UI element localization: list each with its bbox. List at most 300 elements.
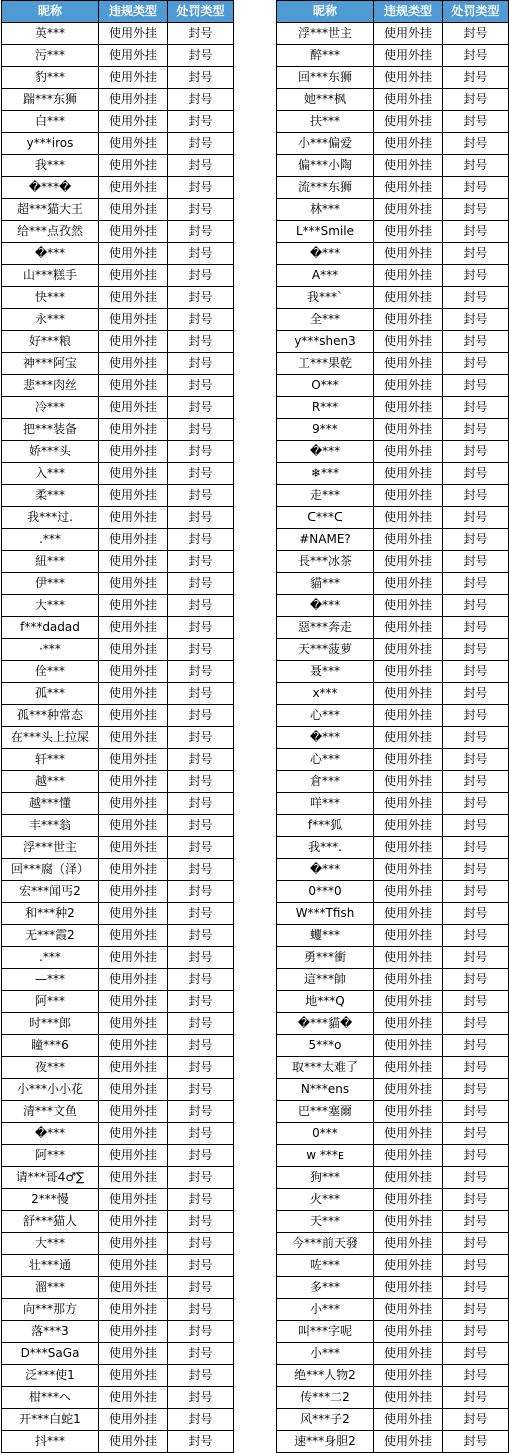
nickname-cell: 今***前天發: [277, 1233, 374, 1255]
violation-type-cell: 使用外挂: [99, 705, 168, 727]
table-row: [277, 441, 509, 463]
nickname-cell: 這***帥: [277, 969, 374, 991]
nickname-cell: 向***那方: [2, 1299, 99, 1321]
table-row: [2, 837, 234, 859]
violation-type-cell: 使用外挂: [99, 903, 168, 925]
penalty-type-cell: 封号: [443, 287, 509, 309]
penalty-type-cell: 封号: [168, 1233, 234, 1255]
table-row: [2, 793, 234, 815]
violation-type-cell: 使用外挂: [374, 617, 443, 639]
nickname-cell: 伊***: [2, 573, 99, 595]
penalty-type-cell: 封号: [443, 1079, 509, 1101]
violation-type-cell: 使用外挂: [99, 177, 168, 199]
table-row: [277, 815, 509, 837]
penalty-type-cell: 封号: [168, 1409, 234, 1431]
penalty-type-cell: 封号: [168, 1387, 234, 1409]
nickname-cell: 心***: [277, 749, 374, 771]
violation-type-cell: 使用外挂: [99, 221, 168, 243]
nickname-cell: 柑***へ: [2, 1387, 99, 1409]
penalty-type-cell: 封号: [443, 661, 509, 683]
table-row: [2, 331, 234, 353]
nickname-cell: .***: [2, 529, 99, 551]
violation-type-cell: 使用外挂: [374, 441, 443, 463]
nickname-cell: 2***慢: [2, 1189, 99, 1211]
table-row: [277, 111, 509, 133]
penalty-type-cell: 封号: [168, 859, 234, 881]
penalty-type-cell: 封号: [443, 45, 509, 67]
penalty-type-cell: 封号: [443, 419, 509, 441]
table-row: [2, 1013, 234, 1035]
penalty-type-cell: 封号: [443, 331, 509, 353]
nickname-cell: 0***: [277, 1123, 374, 1145]
violation-type-cell: 使用外挂: [374, 991, 443, 1013]
penalty-type-cell: 封号: [168, 89, 234, 111]
table-row: [277, 1387, 509, 1409]
table-row: [277, 485, 509, 507]
penalty-type-cell: 封号: [443, 133, 509, 155]
penalty-type-cell: 封号: [443, 353, 509, 375]
violation-type-cell: 使用外挂: [374, 1189, 443, 1211]
violation-type-cell: 使用外挂: [99, 353, 168, 375]
penalty-type-cell: 封号: [443, 1123, 509, 1145]
violation-type-cell: 使用外挂: [99, 1431, 168, 1453]
header-violation-type: 违规类型: [374, 1, 443, 23]
table-row: [2, 67, 234, 89]
table-row: [277, 947, 509, 969]
nickname-cell: 抖***: [2, 1431, 99, 1453]
violation-type-cell: 使用外挂: [374, 771, 443, 793]
table-row: [277, 89, 509, 111]
penalty-type-cell: 封号: [443, 265, 509, 287]
table-row: [2, 199, 234, 221]
penalty-type-cell: 封号: [443, 485, 509, 507]
table-row: [2, 177, 234, 199]
table-row: [277, 903, 509, 925]
violation-type-cell: 使用外挂: [374, 969, 443, 991]
nickname-cell: �***: [277, 859, 374, 881]
nickname-cell: 我***.: [277, 837, 374, 859]
penalty-type-cell: 封号: [443, 881, 509, 903]
penalty-type-cell: 封号: [443, 507, 509, 529]
table-row: [277, 23, 509, 45]
nickname-cell: 小***小小花: [2, 1079, 99, 1101]
nickname-cell: 狗***: [277, 1167, 374, 1189]
nickname-cell: �***: [277, 727, 374, 749]
nickname-cell: 走***: [277, 485, 374, 507]
nickname-cell: 偏***小陶: [277, 155, 374, 177]
violation-type-cell: 使用外挂: [99, 507, 168, 529]
violation-type-cell: 使用外挂: [374, 947, 443, 969]
violation-type-cell: 使用外挂: [99, 815, 168, 837]
header-penalty-type: 处罚类型: [443, 1, 509, 23]
nickname-cell: 小***: [277, 1343, 374, 1365]
violation-type-cell: 使用外挂: [99, 683, 168, 705]
violation-type-cell: 使用外挂: [374, 837, 443, 859]
penalty-type-cell: 封号: [168, 1035, 234, 1057]
table-row: [277, 221, 509, 243]
penalty-type-cell: 封号: [168, 837, 234, 859]
violation-type-cell: 使用外挂: [374, 727, 443, 749]
violation-type-cell: 使用外挂: [374, 1035, 443, 1057]
penalty-type-cell: 封号: [443, 969, 509, 991]
violation-type-cell: 使用外挂: [99, 309, 168, 331]
penalty-type-cell: 封号: [443, 837, 509, 859]
nickname-cell: 悲***肉丝: [2, 375, 99, 397]
penalty-type-cell: 封号: [168, 1189, 234, 1211]
table-row: [277, 243, 509, 265]
violation-type-cell: 使用外挂: [99, 1035, 168, 1057]
violation-type-cell: 使用外挂: [374, 397, 443, 419]
penalty-type-cell: 封号: [168, 969, 234, 991]
nickname-cell: 長***冰茶: [277, 551, 374, 573]
table-row: [277, 991, 509, 1013]
nickname-cell: 回***腐（泽）: [2, 859, 99, 881]
nickname-cell: 踹***东狮: [2, 89, 99, 111]
table-row: [277, 793, 509, 815]
nickname-cell: 佺***: [2, 661, 99, 683]
penalty-type-cell: 封号: [443, 1365, 509, 1387]
nickname-cell: 孤***种常态: [2, 705, 99, 727]
table-row: [2, 485, 234, 507]
nickname-cell: �***: [2, 243, 99, 265]
nickname-cell: 轩***: [2, 749, 99, 771]
nickname-cell: 越***: [2, 771, 99, 793]
violation-type-cell: 使用外挂: [374, 155, 443, 177]
nickname-cell: 阿***: [2, 991, 99, 1013]
violation-type-cell: 使用外挂: [99, 1321, 168, 1343]
table-row: [2, 881, 234, 903]
violation-type-cell: 使用外挂: [374, 705, 443, 727]
violation-type-cell: 使用外挂: [99, 617, 168, 639]
nickname-cell: 好***粮: [2, 331, 99, 353]
violation-type-cell: 使用外挂: [374, 1123, 443, 1145]
table-row: [277, 1101, 509, 1123]
penalty-type-cell: 封号: [443, 309, 509, 331]
table-row: [2, 1343, 234, 1365]
nickname-cell: ᑕ***ᑕ: [277, 507, 374, 529]
penalty-type-cell: 封号: [168, 661, 234, 683]
violation-type-cell: 使用外挂: [374, 793, 443, 815]
violation-type-cell: 使用外挂: [99, 1255, 168, 1277]
table-row: [2, 441, 234, 463]
table-row: [277, 837, 509, 859]
penalty-type-cell: 封号: [443, 991, 509, 1013]
penalty-type-cell: 封号: [168, 1057, 234, 1079]
table-row: [277, 639, 509, 661]
nickname-cell: 传***二2: [277, 1387, 374, 1409]
violation-type-cell: 使用外挂: [374, 111, 443, 133]
table-row: [2, 551, 234, 573]
table-row: [2, 1101, 234, 1123]
nickname-cell: 紐***: [2, 551, 99, 573]
violation-type-cell: 使用外挂: [99, 1409, 168, 1431]
penalty-type-cell: 封号: [443, 595, 509, 617]
table-row: [277, 265, 509, 287]
nickname-cell: 阿***: [2, 1145, 99, 1167]
penalty-type-cell: 封号: [443, 859, 509, 881]
nickname-cell: 和***种2: [2, 903, 99, 925]
violation-type-cell: 使用外挂: [374, 595, 443, 617]
nickname-cell: 娇***头: [2, 441, 99, 463]
nickname-cell: 回***东狮: [277, 67, 374, 89]
table-row: [277, 1057, 509, 1079]
penalty-type-cell: 封号: [168, 903, 234, 925]
nickname-cell: 大***: [2, 1233, 99, 1255]
violation-type-cell: 使用外挂: [374, 661, 443, 683]
nickname-cell: 貓***: [277, 573, 374, 595]
violation-type-cell: 使用外挂: [99, 859, 168, 881]
nickname-cell: 浮***世主: [277, 23, 374, 45]
table-row: [277, 771, 509, 793]
violation-type-cell: 使用外挂: [99, 1079, 168, 1101]
table-row: [2, 639, 234, 661]
penalty-type-cell: 封号: [168, 1277, 234, 1299]
nickname-cell: 我***: [2, 155, 99, 177]
nickname-cell: w ***ᴇ: [277, 1145, 374, 1167]
violation-type-cell: 使用外挂: [99, 1013, 168, 1035]
nickname-cell: �***: [277, 595, 374, 617]
violation-type-cell: 使用外挂: [374, 309, 443, 331]
violation-type-cell: 使用外挂: [374, 1321, 443, 1343]
nickname-cell: �***: [277, 441, 374, 463]
violation-type-cell: 使用外挂: [99, 969, 168, 991]
nickname-cell: 浮***世主: [2, 837, 99, 859]
violation-type-cell: 使用外挂: [374, 529, 443, 551]
violation-type-cell: 使用外挂: [99, 1343, 168, 1365]
nickname-cell: �***貓�: [277, 1013, 374, 1035]
table-row: [2, 45, 234, 67]
nickname-cell: 她***枫: [277, 89, 374, 111]
nickname-cell: 9***: [277, 419, 374, 441]
penalty-type-cell: 封号: [168, 507, 234, 529]
violation-type-cell: 使用外挂: [99, 639, 168, 661]
penalty-type-cell: 封号: [443, 1211, 509, 1233]
table-row: [2, 969, 234, 991]
nickname-cell: 取***太难了: [277, 1057, 374, 1079]
violation-type-cell: 使用外挂: [374, 199, 443, 221]
penalty-type-cell: 封号: [168, 1321, 234, 1343]
nickname-cell: 泛***使1: [2, 1365, 99, 1387]
table-row: [277, 463, 509, 485]
penalty-type-cell: 封号: [443, 243, 509, 265]
violation-type-cell: 使用外挂: [99, 1101, 168, 1123]
ban-table-right: [276, 0, 509, 1453]
nickname-cell: 咩***: [277, 793, 374, 815]
violation-type-cell: 使用外挂: [99, 595, 168, 617]
table-row: [277, 287, 509, 309]
penalty-type-cell: 封号: [168, 23, 234, 45]
violation-type-cell: 使用外挂: [374, 1057, 443, 1079]
table-row: [2, 419, 234, 441]
violation-type-cell: 使用外挂: [374, 1079, 443, 1101]
penalty-type-cell: 封号: [443, 1013, 509, 1035]
nickname-cell: 天***: [277, 1211, 374, 1233]
nickname-cell: f***狐: [277, 815, 374, 837]
table-row: [2, 375, 234, 397]
table-row: [2, 683, 234, 705]
violation-type-cell: 使用外挂: [99, 1145, 168, 1167]
nickname-cell: 大***: [2, 595, 99, 617]
penalty-type-cell: 封号: [168, 331, 234, 353]
nickname-cell: 落***3: [2, 1321, 99, 1343]
violation-type-cell: 使用外挂: [99, 1057, 168, 1079]
nickname-cell: 夜***: [2, 1057, 99, 1079]
violation-type-cell: 使用外挂: [99, 1211, 168, 1233]
violation-type-cell: 使用外挂: [99, 1387, 168, 1409]
table-row: [277, 1431, 509, 1453]
penalty-type-cell: 封号: [443, 1167, 509, 1189]
violation-type-cell: 使用外挂: [374, 925, 443, 947]
penalty-type-cell: 封号: [443, 749, 509, 771]
nickname-cell: 时***郎: [2, 1013, 99, 1035]
penalty-type-cell: 封号: [443, 705, 509, 727]
penalty-type-cell: 封号: [443, 903, 509, 925]
penalty-type-cell: 封号: [168, 1145, 234, 1167]
table-row: [277, 1211, 509, 1233]
violation-type-cell: 使用外挂: [374, 485, 443, 507]
violation-type-cell: 使用外挂: [99, 727, 168, 749]
violation-type-cell: 使用外挂: [99, 1299, 168, 1321]
nickname-cell: 神***阿宝: [2, 353, 99, 375]
nickname-cell: 全***: [277, 309, 374, 331]
nickname-cell: 冷***: [2, 397, 99, 419]
penalty-type-cell: 封号: [168, 199, 234, 221]
penalty-type-cell: 封号: [443, 793, 509, 815]
nickname-cell: .***: [2, 947, 99, 969]
penalty-type-cell: 封号: [168, 1101, 234, 1123]
penalty-type-cell: 封号: [443, 727, 509, 749]
table-row: [277, 925, 509, 947]
table-row: [2, 1321, 234, 1343]
nickname-cell: 快***: [2, 287, 99, 309]
nickname-cell: 心***: [277, 705, 374, 727]
table-row: [2, 903, 234, 925]
violation-type-cell: 使用外挂: [99, 947, 168, 969]
table-row: [277, 617, 509, 639]
table-row: [277, 1321, 509, 1343]
table-row: [2, 243, 234, 265]
violation-type-cell: 使用外挂: [374, 1255, 443, 1277]
table-row: [277, 1079, 509, 1101]
penalty-type-cell: 封号: [168, 67, 234, 89]
penalty-type-cell: 封号: [443, 1255, 509, 1277]
penalty-type-cell: 封号: [443, 397, 509, 419]
table-row: [277, 353, 509, 375]
nickname-cell: 火***: [277, 1189, 374, 1211]
table-row: [2, 771, 234, 793]
table-row: [277, 661, 509, 683]
violation-type-cell: 使用外挂: [99, 529, 168, 551]
violation-type-cell: 使用外挂: [99, 485, 168, 507]
table-row: [2, 1233, 234, 1255]
nickname-cell: 聂***: [277, 661, 374, 683]
penalty-type-cell: 封号: [168, 397, 234, 419]
penalty-type-cell: 封号: [443, 947, 509, 969]
penalty-type-cell: 封号: [443, 639, 509, 661]
nickname-cell: f***dadad: [2, 617, 99, 639]
table-row: [2, 859, 234, 881]
violation-type-cell: 使用外挂: [374, 1409, 443, 1431]
penalty-type-cell: 封号: [443, 375, 509, 397]
penalty-type-cell: 封号: [168, 881, 234, 903]
penalty-type-cell: 封号: [168, 1167, 234, 1189]
table-row: [277, 177, 509, 199]
violation-type-cell: 使用外挂: [374, 859, 443, 881]
ban-table-left: [1, 0, 234, 1453]
violation-type-cell: 使用外挂: [374, 419, 443, 441]
violation-type-cell: 使用外挂: [374, 1299, 443, 1321]
penalty-type-cell: 封号: [168, 353, 234, 375]
nickname-cell: 小***偏爱: [277, 133, 374, 155]
table-row: [277, 1013, 509, 1035]
violation-type-cell: 使用外挂: [374, 133, 443, 155]
penalty-type-cell: 封号: [168, 947, 234, 969]
violation-type-cell: 使用外挂: [99, 45, 168, 67]
table-row: [2, 155, 234, 177]
violation-type-cell: 使用外挂: [99, 199, 168, 221]
table-row: [277, 331, 509, 353]
table-row: [277, 529, 509, 551]
table-row: [2, 991, 234, 1013]
violation-type-cell: 使用外挂: [99, 837, 168, 859]
nickname-cell: x***: [277, 683, 374, 705]
table-row: [277, 1167, 509, 1189]
table-row: [277, 1189, 509, 1211]
violation-type-cell: 使用外挂: [99, 1365, 168, 1387]
nickname-cell: 天***菠萝: [277, 639, 374, 661]
nickname-cell: 我***`: [277, 287, 374, 309]
penalty-type-cell: 封号: [443, 573, 509, 595]
table-row: [277, 1233, 509, 1255]
penalty-type-cell: 封号: [168, 1299, 234, 1321]
header-nickname: 昵称: [2, 1, 99, 23]
penalty-type-cell: 封号: [443, 177, 509, 199]
penalty-type-cell: 封号: [443, 1057, 509, 1079]
penalty-type-cell: 封号: [168, 1255, 234, 1277]
violation-type-cell: 使用外挂: [374, 1343, 443, 1365]
violation-type-cell: 使用外挂: [99, 243, 168, 265]
table-row: [2, 947, 234, 969]
table-row: [277, 1035, 509, 1057]
nickname-cell: 0***0: [277, 881, 374, 903]
nickname-cell: 永***: [2, 309, 99, 331]
penalty-type-cell: 封号: [168, 617, 234, 639]
penalty-type-cell: 封号: [443, 67, 509, 89]
table-row: [2, 1145, 234, 1167]
violation-type-cell: 使用外挂: [374, 507, 443, 529]
nickname-cell: 流***东狮: [277, 177, 374, 199]
table-row: [277, 507, 509, 529]
violation-type-cell: 使用外挂: [374, 1431, 443, 1453]
penalty-type-cell: 封号: [168, 551, 234, 573]
violation-type-cell: 使用外挂: [99, 287, 168, 309]
penalty-type-cell: 封号: [168, 1343, 234, 1365]
table-row: [277, 375, 509, 397]
table-row: [2, 617, 234, 639]
table-row: [277, 573, 509, 595]
violation-type-cell: 使用外挂: [99, 265, 168, 287]
violation-type-cell: 使用外挂: [374, 573, 443, 595]
nickname-cell: �***: [2, 1123, 99, 1145]
penalty-type-cell: 封号: [168, 243, 234, 265]
table-row: [277, 969, 509, 991]
nickname-cell: 瞳***6: [2, 1035, 99, 1057]
table-row: [2, 1057, 234, 1079]
table-row: [2, 1035, 234, 1057]
nickname-cell: �***: [277, 243, 374, 265]
table-row: [277, 859, 509, 881]
table-row: [2, 507, 234, 529]
